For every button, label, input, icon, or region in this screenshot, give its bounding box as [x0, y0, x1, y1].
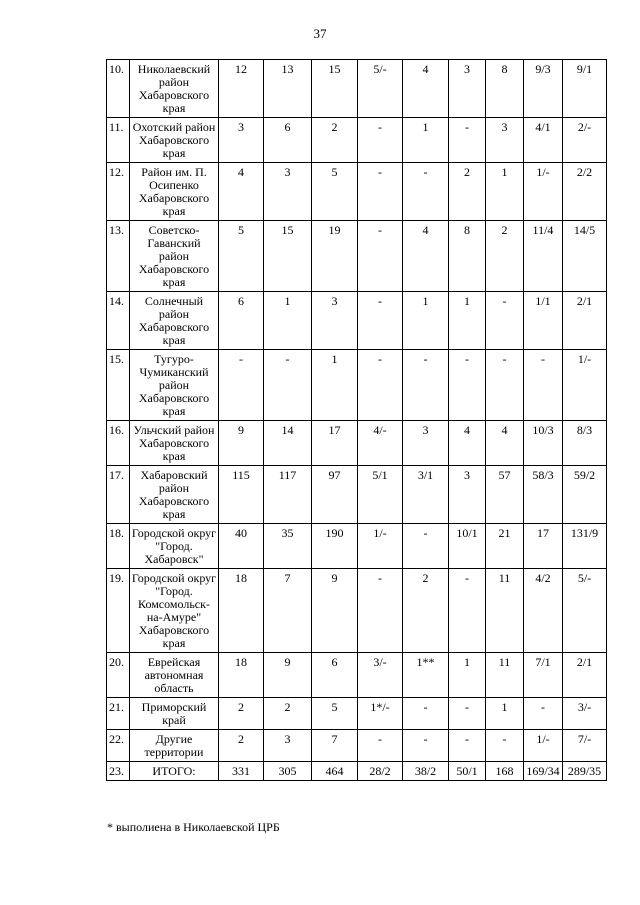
value-cell: 6 [312, 653, 358, 698]
value-cell: 3/- [358, 653, 403, 698]
value-cell: 115 [219, 466, 264, 524]
value-cell: 59/2 [563, 466, 607, 524]
value-cell: 11 [486, 653, 524, 698]
table-row [107, 762, 607, 781]
value-cell: 305 [264, 762, 312, 781]
value-cell: 9 [219, 421, 264, 466]
table-row [107, 350, 607, 421]
territory-name: Еврейская автономная область [130, 653, 219, 698]
value-cell: 168 [486, 762, 524, 781]
value-cell: - [449, 698, 486, 730]
value-cell: 14/5 [563, 221, 607, 292]
territory-name: ИТОГО: [130, 762, 219, 781]
value-cell: 3 [219, 118, 264, 163]
value-cell: 2 [264, 698, 312, 730]
table-row [107, 653, 607, 698]
value-cell: 131/9 [563, 524, 607, 569]
value-cell: 2/- [563, 118, 607, 163]
value-cell: 6 [264, 118, 312, 163]
value-cell: 2 [449, 163, 486, 221]
value-cell: 10/3 [524, 421, 563, 466]
value-cell: 8 [449, 221, 486, 292]
value-cell: 13 [264, 60, 312, 118]
value-cell: - [358, 221, 403, 292]
value-cell: 3 [312, 292, 358, 350]
value-cell: 9/3 [524, 60, 563, 118]
value-cell: 169/34 [524, 762, 563, 781]
value-cell: 2 [403, 569, 449, 653]
territory-name: Ульчский район Хабаровского края [130, 421, 219, 466]
value-cell: 7 [312, 730, 358, 762]
value-cell: 1 [449, 292, 486, 350]
territory-name: Николаевский район Хабаровского края [130, 60, 219, 118]
value-cell: 4 [486, 421, 524, 466]
value-cell: 15 [264, 221, 312, 292]
value-cell: 10/1 [449, 524, 486, 569]
value-cell: 4 [403, 221, 449, 292]
value-cell: 11/4 [524, 221, 563, 292]
row-number: 17. [107, 466, 130, 524]
value-cell: 3 [264, 163, 312, 221]
value-cell: 50/1 [449, 762, 486, 781]
value-cell: 5/1 [358, 466, 403, 524]
value-cell: - [449, 730, 486, 762]
value-cell: 12 [219, 60, 264, 118]
value-cell: - [449, 350, 486, 421]
value-cell: 5/- [563, 569, 607, 653]
row-number: 18. [107, 524, 130, 569]
value-cell: - [524, 350, 563, 421]
value-cell: 21 [486, 524, 524, 569]
footnote: * выполиена в Николаевской ЦРБ [107, 820, 280, 834]
value-cell: 5 [312, 163, 358, 221]
value-cell: - [358, 118, 403, 163]
value-cell: 7 [264, 569, 312, 653]
row-number: 12. [107, 163, 130, 221]
page-number: 37 [313, 26, 327, 41]
value-cell: 4 [449, 421, 486, 466]
value-cell: 2 [219, 698, 264, 730]
value-cell: 3 [449, 466, 486, 524]
value-cell: 8 [486, 60, 524, 118]
territory-name: Солнечный район Хабаровского края [130, 292, 219, 350]
value-cell: 5 [219, 221, 264, 292]
territory-name: Район им. П. Осипенко Хабаровского края [130, 163, 219, 221]
territory-name: Хабаровский район Хабаровского края [130, 466, 219, 524]
value-cell: - [486, 730, 524, 762]
value-cell: 38/2 [403, 762, 449, 781]
table-row [107, 466, 607, 524]
value-cell: 3 [403, 421, 449, 466]
value-cell: 11 [486, 569, 524, 653]
value-cell: - [358, 350, 403, 421]
row-number: 16. [107, 421, 130, 466]
value-cell: 3/1 [403, 466, 449, 524]
value-cell: - [358, 292, 403, 350]
value-cell: 17 [312, 421, 358, 466]
row-number: 19. [107, 569, 130, 653]
value-cell: 1 [403, 118, 449, 163]
value-cell: 4/1 [524, 118, 563, 163]
value-cell: 4/2 [524, 569, 563, 653]
territory-name: Охотский район Хабаровского края [130, 118, 219, 163]
value-cell: 1/- [524, 163, 563, 221]
row-number: 14. [107, 292, 130, 350]
value-cell: - [486, 350, 524, 421]
value-cell: - [486, 292, 524, 350]
table-row [107, 60, 607, 118]
row-number: 20. [107, 653, 130, 698]
value-cell: - [403, 163, 449, 221]
value-cell: 19 [312, 221, 358, 292]
value-cell: 4 [219, 163, 264, 221]
table-row [107, 421, 607, 466]
value-cell: 97 [312, 466, 358, 524]
value-cell: - [524, 698, 563, 730]
value-cell: - [403, 730, 449, 762]
value-cell: 15 [312, 60, 358, 118]
value-cell: - [358, 569, 403, 653]
value-cell: 4/- [358, 421, 403, 466]
value-cell: 1 [449, 653, 486, 698]
value-cell: 14 [264, 421, 312, 466]
value-cell: 58/3 [524, 466, 563, 524]
value-cell: - [264, 350, 312, 421]
value-cell: 4 [403, 60, 449, 118]
value-cell: 18 [219, 569, 264, 653]
table-row [107, 569, 607, 653]
value-cell: 7/- [563, 730, 607, 762]
value-cell: 6 [219, 292, 264, 350]
value-cell: - [449, 569, 486, 653]
value-cell: 40 [219, 524, 264, 569]
value-cell: 2/1 [563, 653, 607, 698]
value-cell: 1 [403, 292, 449, 350]
territory-name: Городской округ "Город. Комсомольск-на-Амуре" Хабаровского края [130, 569, 219, 653]
territory-name: Советско-Гаванский район Хабаровского края [130, 221, 219, 292]
value-cell: 2/2 [563, 163, 607, 221]
value-cell: 1/- [563, 350, 607, 421]
row-number: 15. [107, 350, 130, 421]
table-row [107, 163, 607, 221]
value-cell: 9/1 [563, 60, 607, 118]
value-cell: 17 [524, 524, 563, 569]
row-number: 22. [107, 730, 130, 762]
value-cell: 18 [219, 653, 264, 698]
territory-name: Приморский край [130, 698, 219, 730]
value-cell: 2 [219, 730, 264, 762]
value-cell: - [219, 350, 264, 421]
value-cell: - [403, 350, 449, 421]
value-cell: 3 [486, 118, 524, 163]
value-cell: 7/1 [524, 653, 563, 698]
value-cell: 1 [264, 292, 312, 350]
value-cell: 28/2 [358, 762, 403, 781]
row-number: 23. [107, 762, 130, 781]
table-row [107, 221, 607, 292]
table-row [107, 118, 607, 163]
value-cell: 1/- [524, 730, 563, 762]
value-cell: 57 [486, 466, 524, 524]
value-cell: 1*/- [358, 698, 403, 730]
value-cell: 35 [264, 524, 312, 569]
value-cell: 3 [449, 60, 486, 118]
value-cell: 3 [264, 730, 312, 762]
value-cell: 9 [312, 569, 358, 653]
value-cell: 1/1 [524, 292, 563, 350]
row-number: 11. [107, 118, 130, 163]
territory-name: Другие территории [130, 730, 219, 762]
table-row [107, 292, 607, 350]
row-number: 13. [107, 221, 130, 292]
value-cell: 9 [264, 653, 312, 698]
value-cell: 3/- [563, 698, 607, 730]
value-cell: 289/35 [563, 762, 607, 781]
table-row [107, 730, 607, 762]
statistics-table [106, 59, 607, 781]
value-cell: 5/- [358, 60, 403, 118]
value-cell: 331 [219, 762, 264, 781]
table-row [107, 524, 607, 569]
row-number: 10. [107, 60, 130, 118]
value-cell: 464 [312, 762, 358, 781]
value-cell: 5 [312, 698, 358, 730]
value-cell: 2 [312, 118, 358, 163]
value-cell: 1 [486, 698, 524, 730]
value-cell: 1 [486, 163, 524, 221]
value-cell: 117 [264, 466, 312, 524]
value-cell: 1/- [358, 524, 403, 569]
value-cell: - [403, 524, 449, 569]
value-cell: - [449, 118, 486, 163]
value-cell: - [403, 698, 449, 730]
row-number: 21. [107, 698, 130, 730]
value-cell: 190 [312, 524, 358, 569]
value-cell: 2/1 [563, 292, 607, 350]
territory-name: Тугуро-Чумиканский район Хабаровского края [130, 350, 219, 421]
value-cell: 1** [403, 653, 449, 698]
territory-name: Городской округ "Город. Хабаровск" [130, 524, 219, 569]
value-cell: 8/3 [563, 421, 607, 466]
value-cell: - [358, 163, 403, 221]
value-cell: 1 [312, 350, 358, 421]
value-cell: - [358, 730, 403, 762]
table-row [107, 698, 607, 730]
value-cell: 2 [486, 221, 524, 292]
